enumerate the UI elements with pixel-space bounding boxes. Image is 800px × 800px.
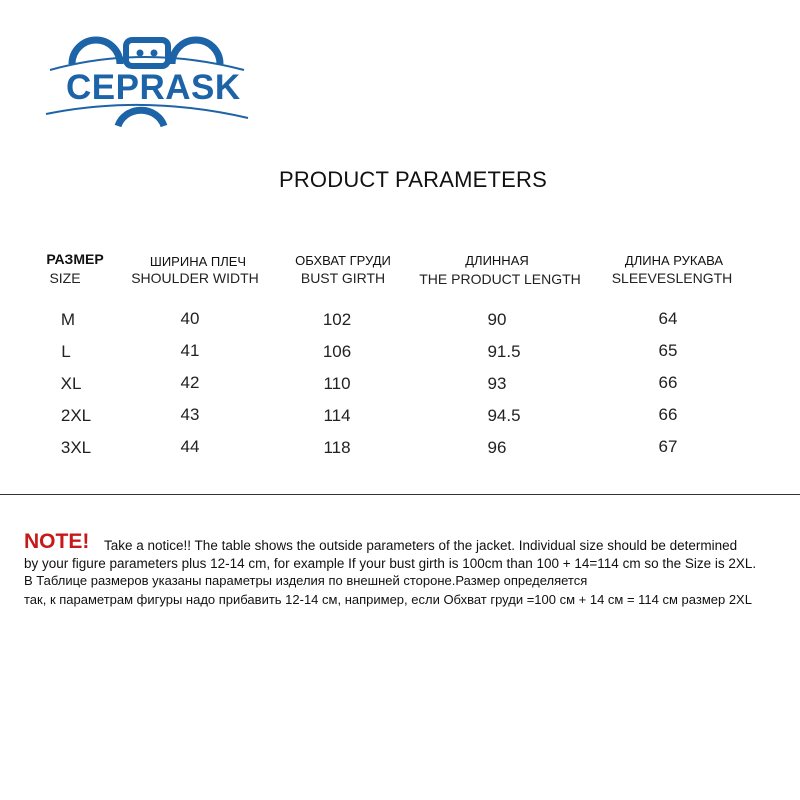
col-header-bust-ru: ОБХВАТ ГРУДИ: [295, 253, 391, 268]
page-title: PRODUCT PARAMETERS: [278, 167, 548, 192]
col-header-size-en: SIZE: [49, 270, 81, 286]
col-header-shoulder-en: SHOULDER WIDTH: [131, 270, 259, 286]
table-cell: 106: [322, 342, 352, 361]
table-cell: 42: [180, 373, 200, 392]
table-cell: 65: [658, 341, 678, 360]
table-cell: 102: [322, 310, 352, 329]
col-header-length-en: THE PRODUCT LENGTH: [419, 271, 581, 287]
table-cell: M: [60, 310, 76, 329]
col-header-sleeve-en: SLEEVESLENGTH: [611, 270, 733, 286]
col-header-sleeve-ru: ДЛИНА РУКАВА: [624, 253, 724, 268]
table-cell: 66: [658, 405, 678, 424]
table-cell: 110: [323, 374, 351, 393]
table-cell: 93: [487, 374, 507, 393]
table-cell: 94.5: [487, 406, 521, 425]
col-header-shoulder-ru: ШИРИНА ПЛЕЧ: [149, 254, 247, 269]
table-cell: 41: [180, 341, 200, 360]
col-header-size-ru: РАЗМЕР: [46, 251, 104, 267]
table-cell: 43: [180, 405, 200, 424]
table-cell: 67: [658, 437, 678, 456]
note-label: NOTE!: [24, 530, 90, 553]
note-line: Take a notice!! The table shows the outside parameters of the jacket. Individual size should be determined: [104, 538, 738, 553]
table-cell: 91.5: [487, 342, 521, 361]
table-cell: 114: [323, 406, 351, 425]
table-cell: 40: [180, 309, 200, 328]
table-cell: 96: [487, 438, 507, 457]
col-header-length-ru: ДЛИННАЯ: [465, 253, 529, 268]
table-cell: XL: [60, 374, 82, 393]
note-line: так, к параметрам фигуры надо прибавить 12-14 см, например, если Обхват груди =100 см + 14 см = 114 см размер 2XL: [24, 592, 752, 607]
table-cell: 90: [487, 310, 507, 329]
table-cell: 2XL: [60, 406, 92, 425]
table-cell: 3XL: [60, 438, 92, 457]
brand-name: CEPRASK: [66, 68, 241, 107]
note-line: by your figure parameters plus 12-14 cm, for example If your bust girth is 100cm than 100 + 14=114 cm so the Size is 2XL.: [24, 556, 757, 571]
table-cell: 118: [323, 438, 351, 457]
table-cell: L: [61, 342, 71, 361]
table-cell: 44: [180, 437, 200, 456]
section-divider: [0, 494, 800, 495]
note-line: В Таблице размеров указаны параметры изделия по внешней стороне.Размер определяется: [24, 573, 588, 588]
table-cell: 66: [658, 373, 678, 392]
table-cell: 64: [658, 309, 678, 328]
col-header-bust-en: BUST GIRTH: [300, 270, 386, 286]
